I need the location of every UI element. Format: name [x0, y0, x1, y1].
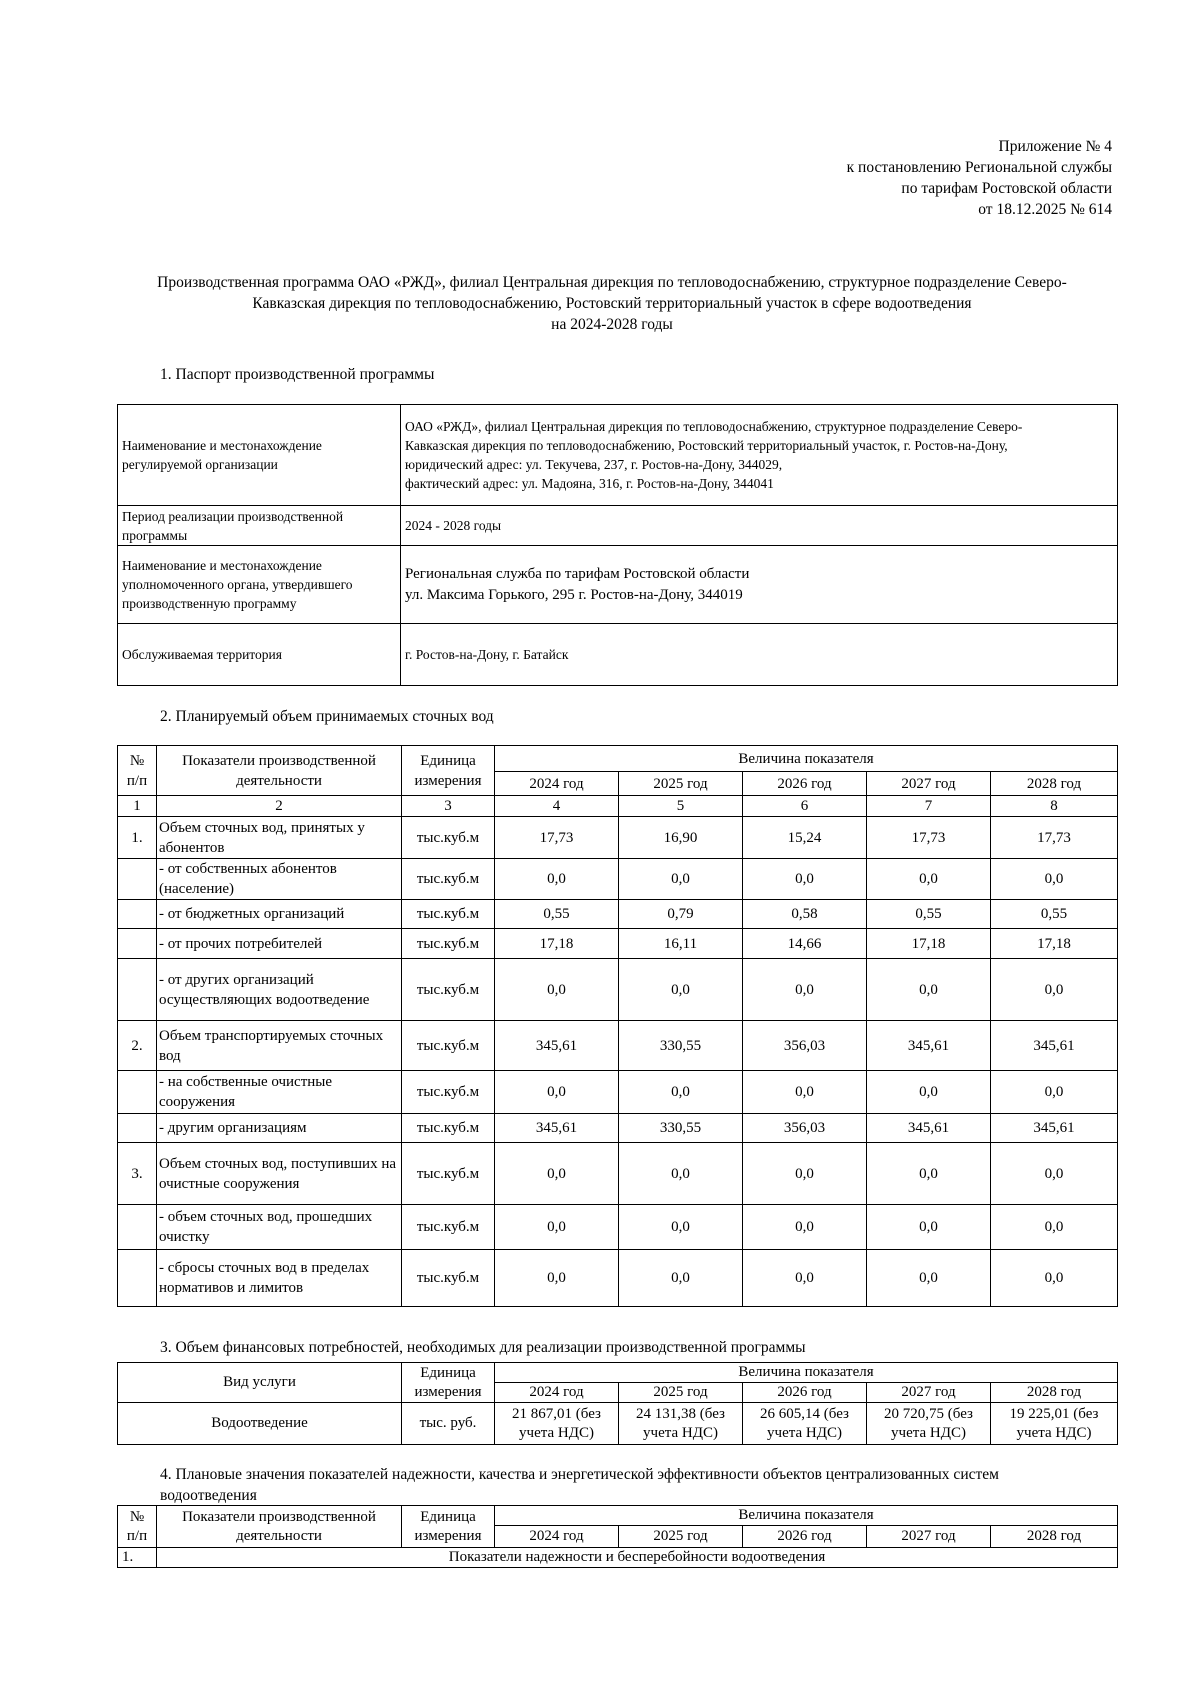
row-unit: тыс.куб.м [402, 900, 495, 929]
table-row [118, 1021, 1118, 1071]
passport-row [118, 506, 1118, 546]
title-line: Кавказская дирекция по тепловодоснабжению, Ростовский территориальный участок в сфере водоотведения [252, 295, 972, 312]
col-unit-header: Единица измерения [402, 746, 495, 796]
value-line: учета НДС) [519, 1424, 594, 1441]
table-row [118, 1205, 1118, 1250]
value-cell: 0,0 [743, 1250, 867, 1307]
value-cell: 0,0 [743, 959, 867, 1021]
value-cell: 17,18 [495, 929, 619, 959]
value-cell [991, 1403, 1118, 1445]
value-cell: 0,0 [991, 859, 1118, 900]
table-row [118, 1250, 1118, 1307]
year-cell: 2024 год [495, 1526, 619, 1548]
row-unit: тыс.куб.м [402, 959, 495, 1021]
passport-value: 2024 - 2028 годы [401, 506, 1118, 546]
row-num [118, 859, 157, 900]
value-cell: 330,55 [619, 1114, 743, 1143]
value-cell: 0,0 [743, 1205, 867, 1250]
passport-value: г. Ростов-на-Дону, г. Батайск [401, 624, 1118, 686]
heading-line: 4. Плановые значения показателей надежности, качества и энергетической эффективности объектов централизованных систем [160, 1466, 999, 1483]
col-indicator-header: Показатели производственной деятельности [157, 1506, 402, 1548]
value-cell: 0,0 [867, 1250, 991, 1307]
passport-table [117, 404, 1118, 686]
year-cell: 2027 год [867, 772, 991, 796]
row-indicator: - на собственные очистные сооружения [157, 1071, 402, 1114]
header-row [118, 1506, 1118, 1526]
value-cell [619, 1403, 743, 1445]
value-cell: 356,03 [743, 1021, 867, 1071]
col-value-header: Величина показателя [495, 1506, 1118, 1526]
value-cell: 0,0 [867, 959, 991, 1021]
value-cell: 0,0 [495, 859, 619, 900]
year-cell: 2028 год [991, 772, 1118, 796]
service-name: Водоотведение [118, 1403, 402, 1445]
row-num [118, 1250, 157, 1307]
value-cell [867, 1403, 991, 1445]
value-line: фактический адрес: ул. Мадояна, 316, г. Ростов-на-Дону, 344041 [405, 476, 774, 491]
section3-heading: 3. Объем финансовых потребностей, необходимых для реализации производственной программы [160, 1339, 806, 1356]
passport-label: Период реализации производственной программы [118, 506, 401, 546]
col-service-header: Вид услуги [118, 1363, 402, 1403]
row-indicator: Объем транспортируемых сточных вод [157, 1021, 402, 1071]
value-line: 20 720,75 (без [884, 1405, 973, 1422]
value-cell: 0,0 [867, 859, 991, 900]
value-cell: 0,0 [619, 1143, 743, 1205]
value-cell: 0,0 [991, 1071, 1118, 1114]
value-cell: 14,66 [743, 929, 867, 959]
value-cell: 17,18 [991, 929, 1118, 959]
row-indicator: - от собственных абонентов (население) [157, 859, 402, 900]
passport-value [401, 546, 1118, 624]
row-num [118, 1114, 157, 1143]
appendix-resolution: к постановлению Региональной службы [846, 159, 1112, 176]
appendix-authority: по тарифам Ростовской области [901, 180, 1112, 197]
row-unit: тыс.куб.м [402, 1250, 495, 1307]
year-cell: 2027 год [867, 1383, 991, 1403]
row-num: 3. [118, 1143, 157, 1205]
row-unit: тыс.куб.м [402, 1205, 495, 1250]
row-unit: тыс.куб.м [402, 817, 495, 859]
value-cell: 16,90 [619, 817, 743, 859]
section2-heading: 2. Планируемый объем принимаемых сточных вод [160, 708, 494, 725]
value-cell: 0,0 [495, 1250, 619, 1307]
row-num [118, 929, 157, 959]
index-cell: 8 [991, 796, 1118, 817]
row-unit: тыс.куб.м [402, 1143, 495, 1205]
passport-value [401, 405, 1118, 506]
value-cell: 17,18 [867, 929, 991, 959]
value-cell: 0,79 [619, 900, 743, 929]
value-cell [743, 1403, 867, 1445]
row-indicator: Объем сточных вод, принятых у абонентов [157, 817, 402, 859]
row-indicator: - объем сточных вод, прошедших очистку [157, 1205, 402, 1250]
row-indicator: - от других организаций осуществляющих водоотведение [157, 959, 402, 1021]
passport-label: Наименование и местонахождение уполномоченного органа, утвердившего производственную программу [118, 546, 401, 624]
value-cell: 330,55 [619, 1021, 743, 1071]
value-cell: 345,61 [991, 1114, 1118, 1143]
value-cell: 16,11 [619, 929, 743, 959]
row-num: 2. [118, 1021, 157, 1071]
value-line: ул. Максима Горького, 295 г. Ростов-на-Дону, 344019 [405, 586, 743, 603]
row-section-title: Показатели надежности и бесперебойности водоотведения [157, 1548, 1118, 1568]
row-indicator: Объем сточных вод, поступивших на очистные сооружения [157, 1143, 402, 1205]
appendix-date: от 18.12.2025 № 614 [978, 201, 1112, 218]
title-line: Производственная программа ОАО «РЖД», филиал Центральная дирекция по тепловодоснабжению, структурное подразделение Северо- [157, 274, 1067, 291]
index-cell: 7 [867, 796, 991, 817]
document-title [116, 272, 1108, 335]
row-num: 1. [118, 817, 157, 859]
value-cell: 345,61 [495, 1114, 619, 1143]
value-line: ОАО «РЖД», филиал Центральная дирекция по тепловодоснабжению, структурное подразделение Северо- [405, 419, 1023, 434]
row-indicator: - от бюджетных организаций [157, 900, 402, 929]
value-line: учета НДС) [767, 1424, 842, 1441]
section1-heading: 1. Паспорт производственной программы [160, 366, 435, 383]
col-indicator-header: Показатели производственной деятельности [157, 746, 402, 796]
year-cell: 2025 год [619, 1526, 743, 1548]
year-cell: 2025 год [619, 1383, 743, 1403]
index-row [118, 796, 1118, 817]
index-cell: 5 [619, 796, 743, 817]
table-row [118, 929, 1118, 959]
index-cell: 4 [495, 796, 619, 817]
value-cell [495, 1403, 619, 1445]
value-cell: 345,61 [867, 1021, 991, 1071]
value-cell: 345,61 [991, 1021, 1118, 1071]
appendix-number: Приложение № 4 [998, 138, 1112, 155]
table-row [118, 1071, 1118, 1114]
passport-row [118, 624, 1118, 686]
table-row [118, 1143, 1118, 1205]
value-cell: 0,0 [991, 1250, 1118, 1307]
row-unit: тыс.куб.м [402, 1071, 495, 1114]
value-cell: 0,0 [495, 1205, 619, 1250]
section4-heading [160, 1464, 999, 1506]
value-line: 24 131,38 (без [636, 1405, 725, 1422]
heading-line: водоотведения [160, 1487, 257, 1504]
value-cell: 0,0 [619, 1205, 743, 1250]
value-cell: 0,0 [743, 1143, 867, 1205]
col-num-header: № п/п [118, 1506, 157, 1548]
value-cell: 0,0 [991, 959, 1118, 1021]
value-cell: 0,55 [495, 900, 619, 929]
header-row [118, 1363, 1118, 1383]
value-cell: 0,55 [867, 900, 991, 929]
value-line: Кавказская дирекция по тепловодоснабжению, Ростовский территориальный участок, г. Ростов-на-Дону, [405, 438, 1008, 453]
row-indicator: - другим организациям [157, 1114, 402, 1143]
row-indicator: - от прочих потребителей [157, 929, 402, 959]
value-cell: 0,0 [867, 1205, 991, 1250]
value-cell: 17,73 [495, 817, 619, 859]
value-cell: 0,0 [619, 1071, 743, 1114]
col-unit-header: Единица измерения [402, 1363, 495, 1403]
passport-label: Наименование и местонахождение регулируемой организации [118, 405, 401, 506]
value-cell: 0,0 [743, 859, 867, 900]
value-cell: 356,03 [743, 1114, 867, 1143]
index-cell: 2 [157, 796, 402, 817]
value-cell: 0,55 [991, 900, 1118, 929]
reliability-indicators-table [117, 1505, 1118, 1568]
year-cell: 2025 год [619, 772, 743, 796]
value-line: юридический адрес: ул. Текучева, 237, г. Ростов-на-Дону, 344029, [405, 457, 783, 472]
table-row [118, 900, 1118, 929]
value-cell: 0,0 [743, 1071, 867, 1114]
row-unit: тыс.куб.м [402, 859, 495, 900]
col-value-header: Величина показателя [495, 746, 1118, 772]
table-row [118, 817, 1118, 859]
col-unit-header: Единица измерения [402, 1506, 495, 1548]
passport-row [118, 546, 1118, 624]
row-unit: тыс.куб.м [402, 1021, 495, 1071]
title-line: на 2024-2028 годы [551, 316, 673, 333]
row-num [118, 1071, 157, 1114]
table-row [118, 1548, 1118, 1568]
passport-row [118, 405, 1118, 506]
year-cell: 2028 год [991, 1526, 1118, 1548]
value-cell: 0,0 [619, 1250, 743, 1307]
wastewater-volume-table [117, 745, 1118, 1307]
header-row [118, 746, 1118, 772]
value-cell: 0,0 [867, 1143, 991, 1205]
row-indicator: - сбросы сточных вод в пределах нормативов и лимитов [157, 1250, 402, 1307]
index-cell: 3 [402, 796, 495, 817]
index-cell: 6 [743, 796, 867, 817]
year-cell: 2027 год [867, 1526, 991, 1548]
value-cell: 0,0 [619, 859, 743, 900]
row-unit: тыс. руб. [402, 1403, 495, 1445]
row-num [118, 900, 157, 929]
value-cell: 0,0 [619, 959, 743, 1021]
value-cell: 345,61 [495, 1021, 619, 1071]
appendix-header [847, 136, 1112, 220]
value-cell: 15,24 [743, 817, 867, 859]
value-line: 21 867,01 (без [512, 1405, 601, 1422]
value-line: учета НДС) [891, 1424, 966, 1441]
row-unit: тыс.куб.м [402, 929, 495, 959]
col-num-header: № п/п [118, 746, 157, 796]
year-cell: 2028 год [991, 1383, 1118, 1403]
row-unit: тыс.куб.м [402, 1114, 495, 1143]
value-cell: 0,0 [867, 1071, 991, 1114]
col-value-header: Величина показателя [495, 1363, 1118, 1383]
year-cell: 2024 год [495, 1383, 619, 1403]
value-line: Региональная служба по тарифам Ростовской области [405, 565, 750, 582]
value-cell: 345,61 [867, 1114, 991, 1143]
row-num [118, 959, 157, 1021]
table-row [118, 1114, 1118, 1143]
year-cell: 2026 год [743, 1526, 867, 1548]
table-row [118, 859, 1118, 900]
value-line: 26 605,14 (без [760, 1405, 849, 1422]
value-cell: 17,73 [991, 817, 1118, 859]
year-cell: 2026 год [743, 1383, 867, 1403]
financial-needs-table [117, 1362, 1118, 1445]
table-row [118, 959, 1118, 1021]
value-cell: 0,58 [743, 900, 867, 929]
value-cell: 0,0 [495, 1143, 619, 1205]
value-line: 19 225,01 (без [1009, 1405, 1099, 1422]
index-cell: 1 [118, 796, 157, 817]
year-cell: 2024 год [495, 772, 619, 796]
row-num [118, 1205, 157, 1250]
value-cell: 0,0 [495, 959, 619, 1021]
passport-label: Обслуживаемая территория [118, 624, 401, 686]
value-cell: 0,0 [495, 1071, 619, 1114]
year-cell: 2026 год [743, 772, 867, 796]
value-line: учета НДС) [1016, 1424, 1092, 1441]
table-row [118, 1403, 1118, 1445]
value-cell: 0,0 [991, 1205, 1118, 1250]
row-num: 1. [118, 1548, 157, 1568]
value-cell: 17,73 [867, 817, 991, 859]
value-cell: 0,0 [991, 1143, 1118, 1205]
value-line: учета НДС) [643, 1424, 718, 1441]
